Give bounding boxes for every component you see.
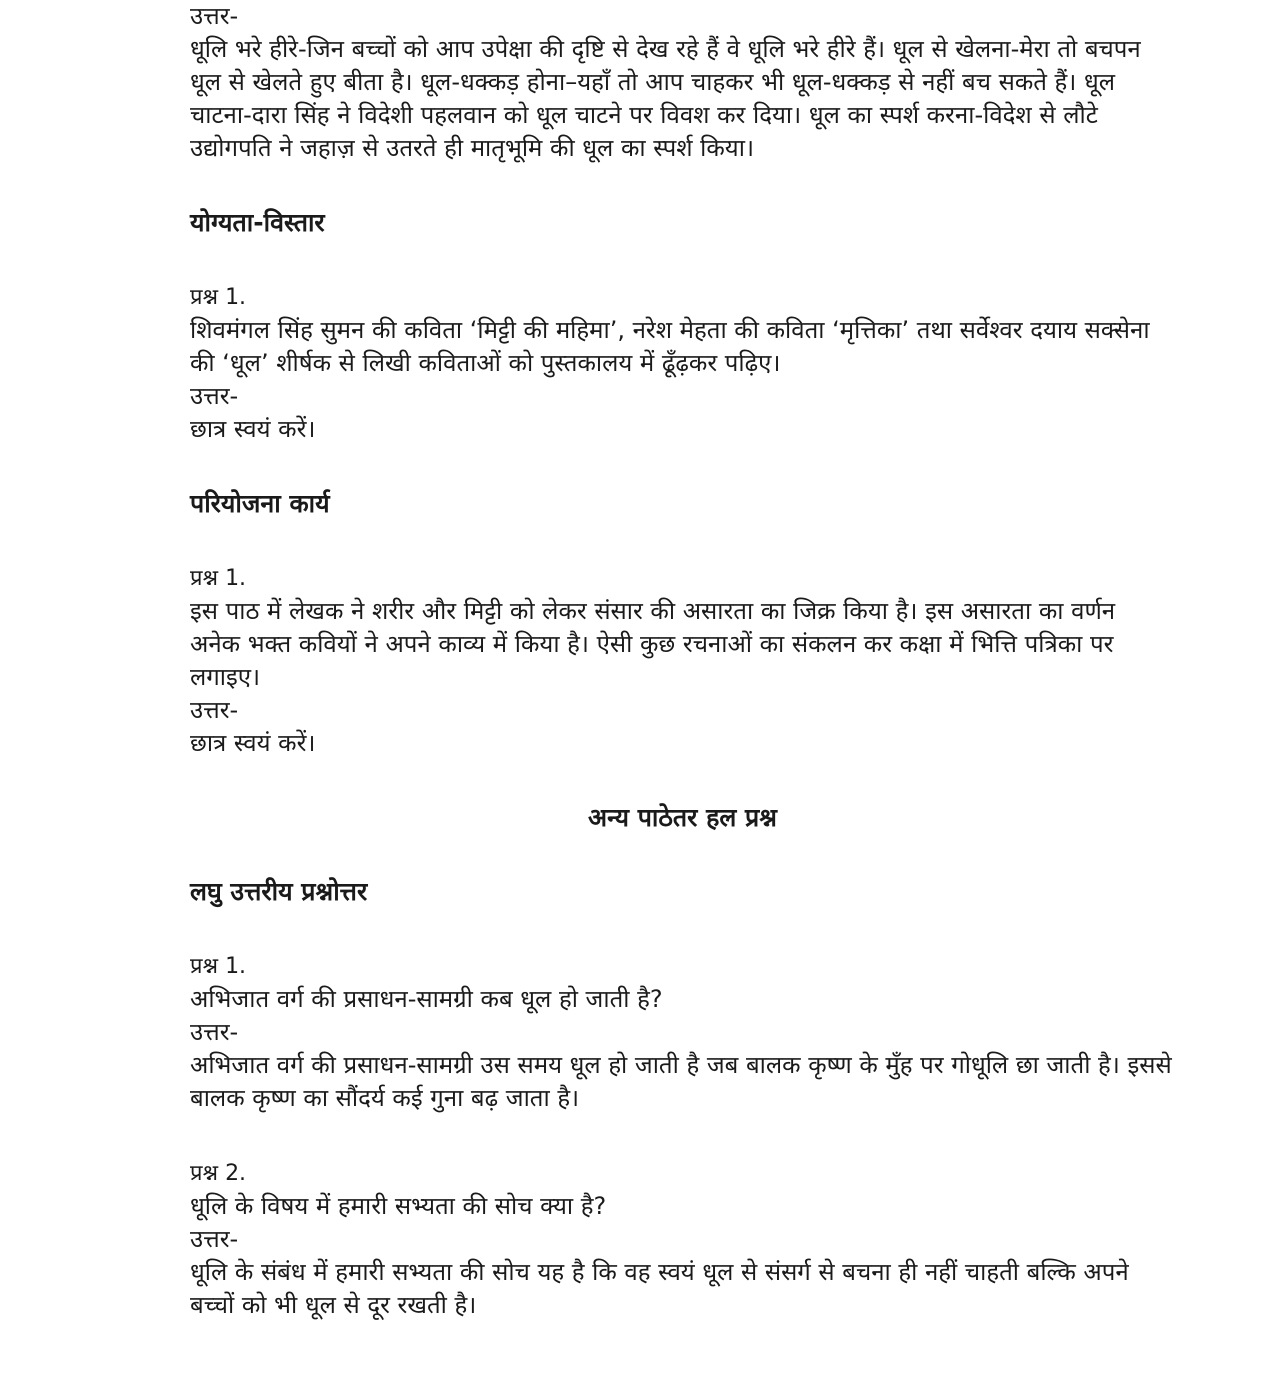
section-heading-anya: अन्य पाठेतर हल प्रश्न xyxy=(588,803,777,832)
answer-label: उत्तर- xyxy=(190,382,239,410)
answer-label: उत्तर- xyxy=(190,1225,239,1253)
question-label: प्रश्न 1. xyxy=(190,285,247,310)
section-heading-laghu: लघु उत्तरीय प्रश्नोत्तर xyxy=(190,877,368,906)
question-text: शिवमंगल सिंह सुमन की कविता ‘मिट्टी की महिमा’, नरेश मेहता की कविता ‘मृत्तिका’ तथा सर्वेश्वर दयाय सक्सेना की ‘धूल’ शीर्षक से लिखी कविताओं को पुस्तकालय में ढूँढ़कर पढ़िए। xyxy=(190,316,1150,377)
answer-text: धूलि भरे हीरे-जिन बच्चों को आप उपेक्षा की दृष्टि से देख रहे हैं वे धूलि भरे हीरे हैं। धूल से खेलना-मेरा तो बचपन धूल से खेलते हुए बीता है। धूल-धक्कड़ होना–यहाँ तो आप चाहकर भी धूल-धक्कड़ से नहीं बच सकते हैं। धूल चाटना-दारा सिंह ने विदेशी पहलवान को धूल चाटने पर विवश कर दिया। धूल का स्पर्श करना-विदेश से लौटे उद्योगपति ने जहाज़ से उतरते ही मातृभूमि की धूल का स्पर्श किया। xyxy=(190,35,1141,162)
section-heading-yogyata: योग्यता-विस्तार xyxy=(190,208,325,237)
section-heading-pariyojana: परियोजना कार्य xyxy=(190,489,330,518)
answer-text: छात्र स्वयं करें। xyxy=(190,415,316,443)
answer-text: छात्र स्वयं करें। xyxy=(190,729,316,757)
answer-text: धूलि के संबंध में हमारी सभ्यता की सोच यह है कि वह स्वयं धूल से संसर्ग से बचना ही नहीं चाहती बल्कि अपने बच्चों को भी धूल से दूर रखती है। xyxy=(190,1258,1129,1319)
question-text: इस पाठ में लेखक ने शरीर और मिट्टी को लेकर संसार की असारता का जिक्र किया है। इस असारता का वर्णन अनेक भक्त कवियों ने अपने काव्य में किया है। ऐसी कुछ रचनाओं का संकलन कर कक्षा में भित्ति पत्रिका पर लगाइए। xyxy=(190,597,1116,691)
question-label: प्रश्न 1. xyxy=(190,566,247,591)
answer-label: उत्तर- xyxy=(190,696,239,724)
answer-label: उत्तर- xyxy=(190,1018,239,1046)
question-label: प्रश्न 1. xyxy=(190,954,247,979)
question-label: प्रश्न 2. xyxy=(190,1161,247,1186)
answer-label: उत्तर- xyxy=(190,2,239,30)
question-text: धूलि के विषय में हमारी सभ्यता की सोच क्या है? xyxy=(190,1192,607,1220)
answer-text: अभिजात वर्ग की प्रसाधन-सामग्री उस समय धूल हो जाती है जब बालक कृष्ण के मुँह पर गोधूलि छा जाती है। इससे बालक कृष्ण का सौंदर्य कई गुना बढ़ जाता है। xyxy=(190,1051,1172,1112)
question-text: अभिजात वर्ग की प्रसाधन-सामग्री कब धूल हो जाती है? xyxy=(190,985,663,1013)
